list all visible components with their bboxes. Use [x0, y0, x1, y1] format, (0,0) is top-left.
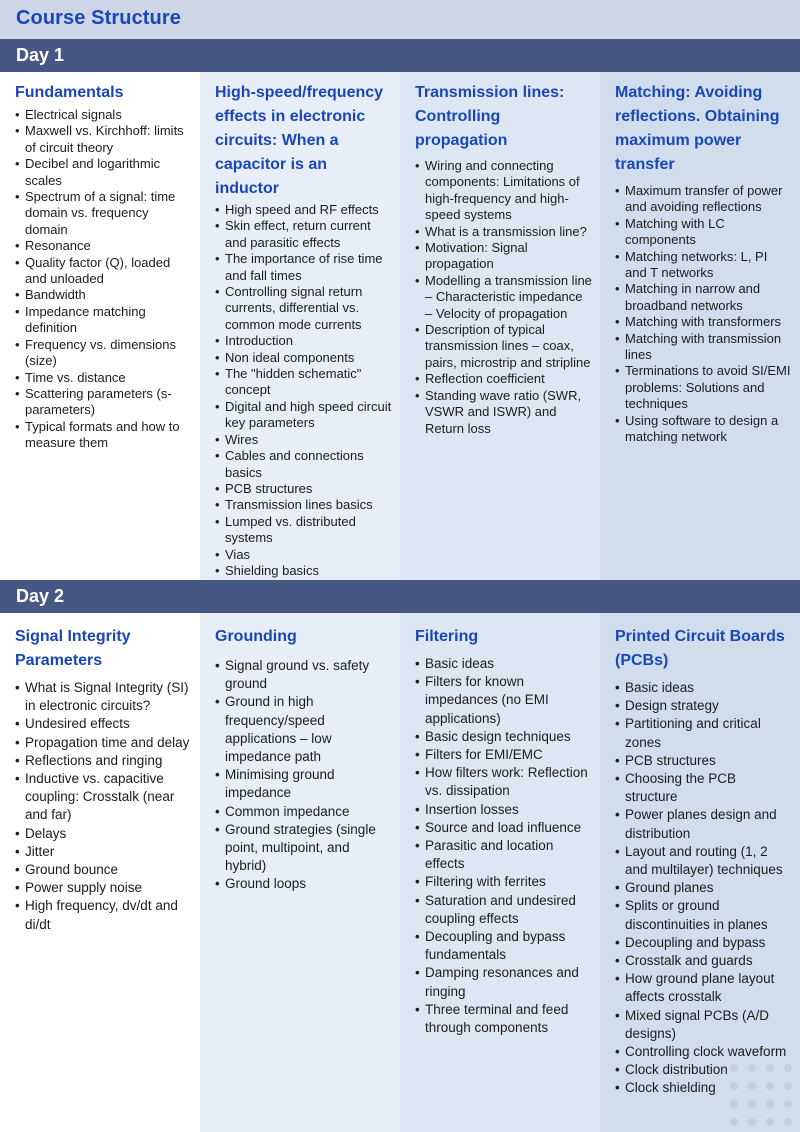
day-1-header [0, 39, 800, 72]
column-heading: Signal Integrity Parameters [15, 628, 131, 669]
topic-item: • Filters for EMI/EMC [415, 746, 592, 764]
topic-item: • Introduction [215, 333, 392, 349]
topic-list [15, 107, 192, 452]
topic-item: • Maximum transfer of power and avoiding reflections [615, 183, 792, 216]
topic-item: • Controlling signal return currents, differential vs. common mode currents [215, 284, 392, 333]
topic-item: • Reflection coefficient [415, 371, 592, 387]
day1-column-1 [0, 72, 200, 580]
column-heading: Matching: Avoiding reflections. Obtaining maximum power transfer [615, 84, 780, 173]
topic-item: • Matching with transmission lines [615, 331, 792, 364]
topic-item: • Transmission lines basics [215, 497, 392, 513]
topic-item: • Ground loops [215, 875, 392, 893]
topic-item: • The importance of rise time and fall times [215, 251, 392, 284]
topic-item: • Crosstalk and guards [615, 952, 792, 970]
topic-item: • Basic ideas [415, 655, 592, 673]
day1-column-3 [400, 72, 600, 580]
day2-column-3 [400, 613, 600, 1132]
topic-item: • Design strategy [615, 697, 792, 715]
topic-item: • Minimising ground impedance [215, 766, 392, 802]
day1-column-4 [600, 72, 800, 580]
topic-item: • Decoupling and bypass fundamentals [415, 928, 592, 964]
page-title: Course Structure [16, 7, 181, 29]
topic-item: • Inductive vs. capacitive coupling: Crosstalk (near and far) [15, 770, 192, 825]
topic-item: • How filters work: Reflection vs. dissipation [415, 764, 592, 800]
topic-item: • Wiring and connecting components: Limitations of high-frequency and high-speed systems [415, 158, 592, 224]
topic-item: • Splits or ground discontinuities in planes [615, 897, 792, 933]
topic-item: • Ground strategies (single point, multipoint, and hybrid) [215, 821, 392, 876]
decorative-dots [730, 1064, 792, 1126]
topic-item: • Matching with LC components [615, 216, 792, 249]
column-heading: Printed Circuit Boards (PCBs) [615, 628, 785, 669]
topic-item: • Power planes design and distribution [615, 806, 792, 842]
topic-item: • Matching in narrow and broadband networks [615, 281, 792, 314]
topic-item: • Propagation time and delay [15, 734, 192, 752]
topic-item: • Mixed signal PCBs (A/D designs) [615, 1007, 792, 1043]
topic-list [215, 657, 392, 894]
topic-item: • Parasitic and location effects [415, 837, 592, 873]
topic-item: • What is Signal Integrity (SI) in electronic circuits? [15, 679, 192, 715]
column-heading: Grounding [215, 628, 297, 645]
topic-item: • Scattering parameters (s-parameters) [15, 386, 192, 419]
topic-item: • Bandwidth [15, 287, 192, 303]
topic-item: • Clock shielding [615, 1079, 792, 1097]
topic-list [215, 202, 392, 596]
day1-column-2 [200, 72, 400, 580]
topic-item: • Time vs. distance [15, 370, 192, 386]
topic-item: • The "hidden schematic" concept [215, 366, 392, 399]
topic-item: • Reflections and ringing [15, 752, 192, 770]
topic-item: • Basic design techniques [415, 728, 592, 746]
topic-item: • Common impedance [215, 803, 392, 821]
topic-item: • Matching networks: L, PI and T networks [615, 249, 792, 282]
topic-item: • Impedance matching definition [15, 304, 192, 337]
column-heading: High-speed/frequency effects in electronic circuits: When a capacitor is an inductor [215, 84, 384, 197]
topic-item: • Controlling clock waveform [615, 1043, 792, 1061]
topic-item: • Matching with transformers [615, 314, 792, 330]
topic-list [415, 655, 592, 1037]
column-heading: Fundamentals [15, 84, 124, 101]
topic-item: • Typical formats and how to measure them [15, 419, 192, 452]
topic-item: • Signal ground vs. safety ground [215, 657, 392, 693]
topic-item: • Filters for known impedances (no EMI applications) [415, 673, 592, 728]
topic-item: • Clock distribution [615, 1061, 792, 1079]
topic-item: • Terminations to avoid SI/EMI problems: Solutions and techniques [615, 363, 792, 412]
topic-item: • PCB structures [215, 481, 392, 497]
day-1-section [0, 72, 800, 580]
column-heading: Filtering [415, 628, 479, 645]
topic-item: • Delays [15, 825, 192, 843]
topic-item: • Basic ideas [615, 679, 792, 697]
topic-item: • Source and load influence [415, 819, 592, 837]
topic-item: • Resonance [15, 238, 192, 254]
topic-list [615, 679, 792, 1098]
day2-column-4 [600, 613, 800, 1132]
topic-item: • Three terminal and feed through components [415, 1001, 592, 1037]
topic-item: • Non ideal components [215, 350, 392, 366]
column-heading: Transmission lines: Controlling propagation [415, 84, 565, 149]
topic-list [615, 183, 792, 446]
topic-list [15, 679, 192, 934]
topic-item: • Saturation and undesired coupling effects [415, 892, 592, 928]
topic-item: • Undesired effects [15, 715, 192, 733]
title-bar [0, 0, 800, 39]
topic-list [415, 158, 592, 437]
topic-item: • Cables and connections basics [215, 448, 392, 481]
topic-item: • Ground bounce [15, 861, 192, 879]
topic-item: • Spectrum of a signal: time domain vs. frequency domain [15, 189, 192, 238]
topic-item: • Ground in high frequency/speed applications – low impedance path [215, 693, 392, 766]
topic-item: • Power supply noise [15, 879, 192, 897]
topic-item: • Decibel and logarithmic scales [15, 156, 192, 189]
topic-item: • High frequency, dv/dt and di/dt [15, 897, 192, 933]
topic-item: • Partitioning and critical zones [615, 715, 792, 751]
topic-item: • Shielding basics [215, 563, 392, 579]
topic-item: • Damping resonances and ringing [415, 964, 592, 1000]
day-2-header [0, 580, 800, 613]
topic-item: • Standing wave ratio (SWR, VSWR and ISWR) and Return loss [415, 388, 592, 437]
topic-item: • Insertion losses [415, 801, 592, 819]
topic-item: • Filtering with ferrites [415, 873, 592, 891]
topic-item: • Motivation: Signal propagation [415, 240, 592, 273]
topic-item: • Modelling a transmission line – Characteristic impedance – Velocity of propagation [415, 273, 592, 322]
topic-item: • Maxwell vs. Kirchhoff: limits of circuit theory [15, 123, 192, 156]
day-2-section [0, 613, 800, 1132]
topic-item: • Electrical signals [15, 107, 192, 123]
topic-item: • Choosing the PCB structure [615, 770, 792, 806]
day2-column-2 [200, 613, 400, 1132]
topic-item: • What is a transmission line? [415, 224, 592, 240]
topic-item: • Ground planes [615, 879, 792, 897]
topic-item: • PCB structures [615, 752, 792, 770]
topic-item: • Wires [215, 432, 392, 448]
day-1-label: Day 1 [16, 45, 65, 65]
topic-item: • Using software to design a matching network [615, 413, 792, 446]
topic-item: • Description of typical transmission lines – coax, pairs, microstrip and stripline [415, 322, 592, 371]
topic-item: • Quality factor (Q), loaded and unloaded [15, 255, 192, 288]
topic-item: • Layout and routing (1, 2 and multilayer) techniques [615, 843, 792, 879]
topic-item: • How ground plane layout affects crosstalk [615, 970, 792, 1006]
topic-item: • Vias [215, 547, 392, 563]
topic-item: • High speed and RF effects [215, 202, 392, 218]
topic-item: • Frequency vs. dimensions (size) [15, 337, 192, 370]
day-2-label: Day 2 [16, 586, 65, 606]
topic-item: • Skin effect, return current and parasitic effects [215, 218, 392, 251]
day2-column-1 [0, 613, 200, 1132]
topic-item: • Lumped vs. distributed systems [215, 514, 392, 547]
topic-item: • Jitter [15, 843, 192, 861]
topic-item: • Decoupling and bypass [615, 934, 792, 952]
topic-item: • Digital and high speed circuit key parameters [215, 399, 392, 432]
